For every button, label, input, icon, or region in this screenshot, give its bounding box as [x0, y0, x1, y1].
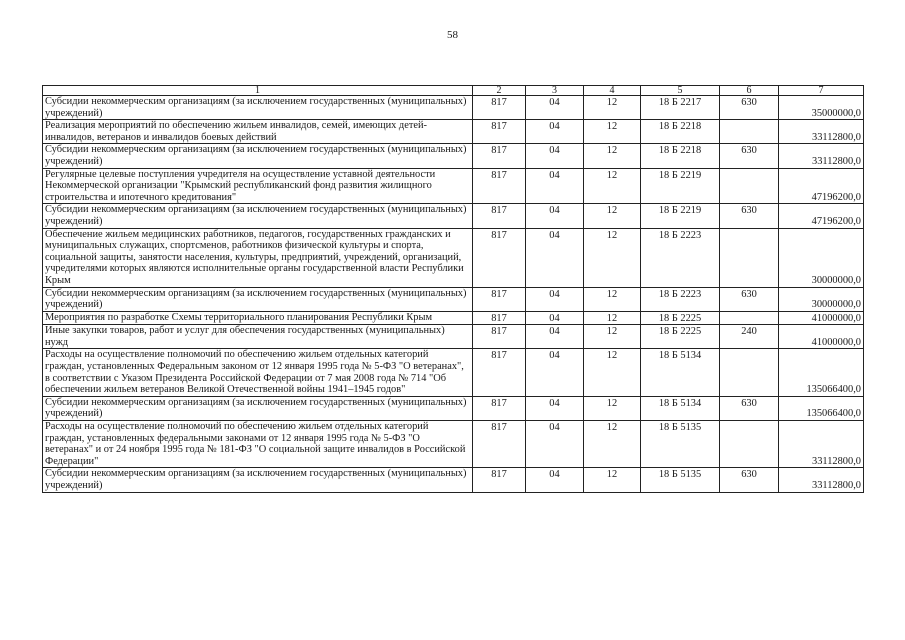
table-row: [43, 349, 864, 396]
amount-cell: 47196200,0: [779, 204, 864, 228]
table-row: [43, 120, 864, 144]
department-code-cell: 817: [473, 120, 526, 144]
department-code-cell: 817: [473, 311, 526, 325]
section-code-cell: 04: [526, 421, 584, 468]
expense-name-cell: Расходы на осуществление полномочий по обеспечению жильем отдельных категорий граждан, установленных федеральными законами от 12 января 1995 года № 5-ФЗ "О ветеранах" и от 24 ноября 1995 года № 181-ФЗ "О социальной защите инвалидов в Российской Федерации": [43, 421, 473, 468]
expense-name-cell: Субсидии некоммерческим организациям (за исключением государственных (муниципальных) учреждений): [43, 468, 473, 492]
subsection-code-cell: 12: [584, 468, 641, 492]
table-row: [43, 311, 864, 325]
section-code-cell: 04: [526, 311, 584, 325]
expense-type-cell: [720, 349, 779, 396]
target-article-cell: 18 Б 2223: [641, 228, 720, 287]
target-article-cell: 18 Б 2219: [641, 168, 720, 204]
expense-name-cell: Обеспечение жильем медицинских работников, педагогов, государственных гражданских и муниципальных служащих, спортсменов, работников физической культуры и спорта, социальной защиты, занятости населения, культуры, предприятий, учреждений, организаций, учредителями которых являются исполнительные органы государственной власти Республики Крым: [43, 228, 473, 287]
amount-cell: 135066400,0: [779, 349, 864, 396]
subsection-code-cell: 12: [584, 311, 641, 325]
expense-type-cell: [720, 421, 779, 468]
section-code-cell: 04: [526, 120, 584, 144]
expense-type-cell: [720, 228, 779, 287]
amount-cell: 33112800,0: [779, 421, 864, 468]
subsection-code-cell: 12: [584, 144, 641, 168]
target-article-cell: 18 Б 2217: [641, 96, 720, 120]
expense-name-cell: Реализация мероприятий по обеспечению жильем инвалидов, семей, имеющих детей-инвалидов, ветеранов и инвалидов боевых действий: [43, 120, 473, 144]
expense-name-cell: Субсидии некоммерческим организациям (за исключением государственных (муниципальных) учреждений): [43, 396, 473, 420]
table-row: [43, 325, 864, 349]
section-code-cell: 04: [526, 349, 584, 396]
department-code-cell: 817: [473, 204, 526, 228]
expense-name-cell: Мероприятия по разработке Схемы территориального планирования Республики Крым: [43, 311, 473, 325]
expense-type-cell: 630: [720, 396, 779, 420]
target-article-cell: 18 Б 2218: [641, 144, 720, 168]
subsection-code-cell: 12: [584, 96, 641, 120]
amount-cell: 30000000,0: [779, 228, 864, 287]
expense-name-cell: Субсидии некоммерческим организациям (за исключением государственных (муниципальных) учреждений): [43, 96, 473, 120]
expense-type-cell: 630: [720, 144, 779, 168]
section-code-cell: 04: [526, 168, 584, 204]
table-row: [43, 468, 864, 492]
subsection-code-cell: 12: [584, 120, 641, 144]
expense-name-cell: Расходы на осуществление полномочий по обеспечению жильем отдельных категорий граждан, установленных Федеральным законом от 12 января 1995 года № 5-ФЗ "О ветеранах", в соответствии с Указом Президента Российской Федерации от 7 мая 2008 года № 714 "Об обеспечении жильем ветеранов Великой Отечественной войны 1941–1945 годов": [43, 349, 473, 396]
section-code-cell: 04: [526, 287, 584, 311]
table-row: [43, 228, 864, 287]
expense-type-cell: [720, 311, 779, 325]
expense-name-cell: Иные закупки товаров, работ и услуг для обеспечения государственных (муниципальных) нужд: [43, 325, 473, 349]
table-row: [43, 287, 864, 311]
department-code-cell: 817: [473, 144, 526, 168]
section-code-cell: 04: [526, 144, 584, 168]
department-code-cell: 817: [473, 228, 526, 287]
department-code-cell: 817: [473, 421, 526, 468]
column-number: 3: [526, 86, 584, 96]
target-article-cell: 18 Б 2225: [641, 325, 720, 349]
column-number: 4: [584, 86, 641, 96]
amount-cell: 41000000,0: [779, 325, 864, 349]
page-number: 58: [447, 29, 458, 41]
expense-type-cell: 630: [720, 204, 779, 228]
column-number: 6: [720, 86, 779, 96]
column-number: 7: [779, 86, 864, 96]
target-article-cell: 18 Б 5134: [641, 396, 720, 420]
section-code-cell: 04: [526, 325, 584, 349]
section-code-cell: 04: [526, 96, 584, 120]
expense-name-cell: Субсидии некоммерческим организациям (за исключением государственных (муниципальных) учреждений): [43, 287, 473, 311]
target-article-cell: 18 Б 5135: [641, 468, 720, 492]
subsection-code-cell: 12: [584, 168, 641, 204]
expense-type-cell: 630: [720, 468, 779, 492]
budget-table: [42, 85, 864, 493]
table-row: [43, 396, 864, 420]
expense-type-cell: [720, 120, 779, 144]
target-article-cell: 18 Б 5134: [641, 349, 720, 396]
amount-cell: 33112800,0: [779, 120, 864, 144]
column-number: 5: [641, 86, 720, 96]
department-code-cell: 817: [473, 168, 526, 204]
amount-cell: 33112800,0: [779, 468, 864, 492]
subsection-code-cell: 12: [584, 287, 641, 311]
expense-name-cell: Регулярные целевые поступления учредителя на осуществление уставной деятельности Некоммерческой организации "Крымский республиканский фонд развития жилищного строительства и ипотечного кредитования": [43, 168, 473, 204]
amount-cell: 41000000,0: [779, 311, 864, 325]
subsection-code-cell: 12: [584, 325, 641, 349]
subsection-code-cell: 12: [584, 228, 641, 287]
subsection-code-cell: 12: [584, 421, 641, 468]
section-code-cell: 04: [526, 396, 584, 420]
table-row: [43, 144, 864, 168]
section-code-cell: 04: [526, 468, 584, 492]
column-number: 1: [43, 86, 473, 96]
subsection-code-cell: 12: [584, 204, 641, 228]
target-article-cell: 18 Б 2223: [641, 287, 720, 311]
amount-cell: 35000000,0: [779, 96, 864, 120]
subsection-code-cell: 12: [584, 396, 641, 420]
section-code-cell: 04: [526, 228, 584, 287]
expense-type-cell: 630: [720, 287, 779, 311]
expense-type-cell: 240: [720, 325, 779, 349]
amount-cell: 47196200,0: [779, 168, 864, 204]
target-article-cell: 18 Б 2218: [641, 120, 720, 144]
column-number: 2: [473, 86, 526, 96]
department-code-cell: 817: [473, 468, 526, 492]
department-code-cell: 817: [473, 349, 526, 396]
subsection-code-cell: 12: [584, 349, 641, 396]
target-article-cell: 18 Б 2219: [641, 204, 720, 228]
department-code-cell: 817: [473, 325, 526, 349]
amount-cell: 30000000,0: [779, 287, 864, 311]
table-row: [43, 96, 864, 120]
table-row: [43, 168, 864, 204]
department-code-cell: 817: [473, 287, 526, 311]
amount-cell: 135066400,0: [779, 396, 864, 420]
department-code-cell: 817: [473, 96, 526, 120]
amount-cell: 33112800,0: [779, 144, 864, 168]
expense-name-cell: Субсидии некоммерческим организациям (за исключением государственных (муниципальных) учреждений): [43, 204, 473, 228]
expense-type-cell: [720, 168, 779, 204]
table-row: [43, 421, 864, 468]
column-number-row: [43, 86, 864, 96]
target-article-cell: 18 Б 2225: [641, 311, 720, 325]
target-article-cell: 18 Б 5135: [641, 421, 720, 468]
expense-name-cell: Субсидии некоммерческим организациям (за исключением государственных (муниципальных) учреждений): [43, 144, 473, 168]
section-code-cell: 04: [526, 204, 584, 228]
table-row: [43, 204, 864, 228]
expense-type-cell: 630: [720, 96, 779, 120]
department-code-cell: 817: [473, 396, 526, 420]
